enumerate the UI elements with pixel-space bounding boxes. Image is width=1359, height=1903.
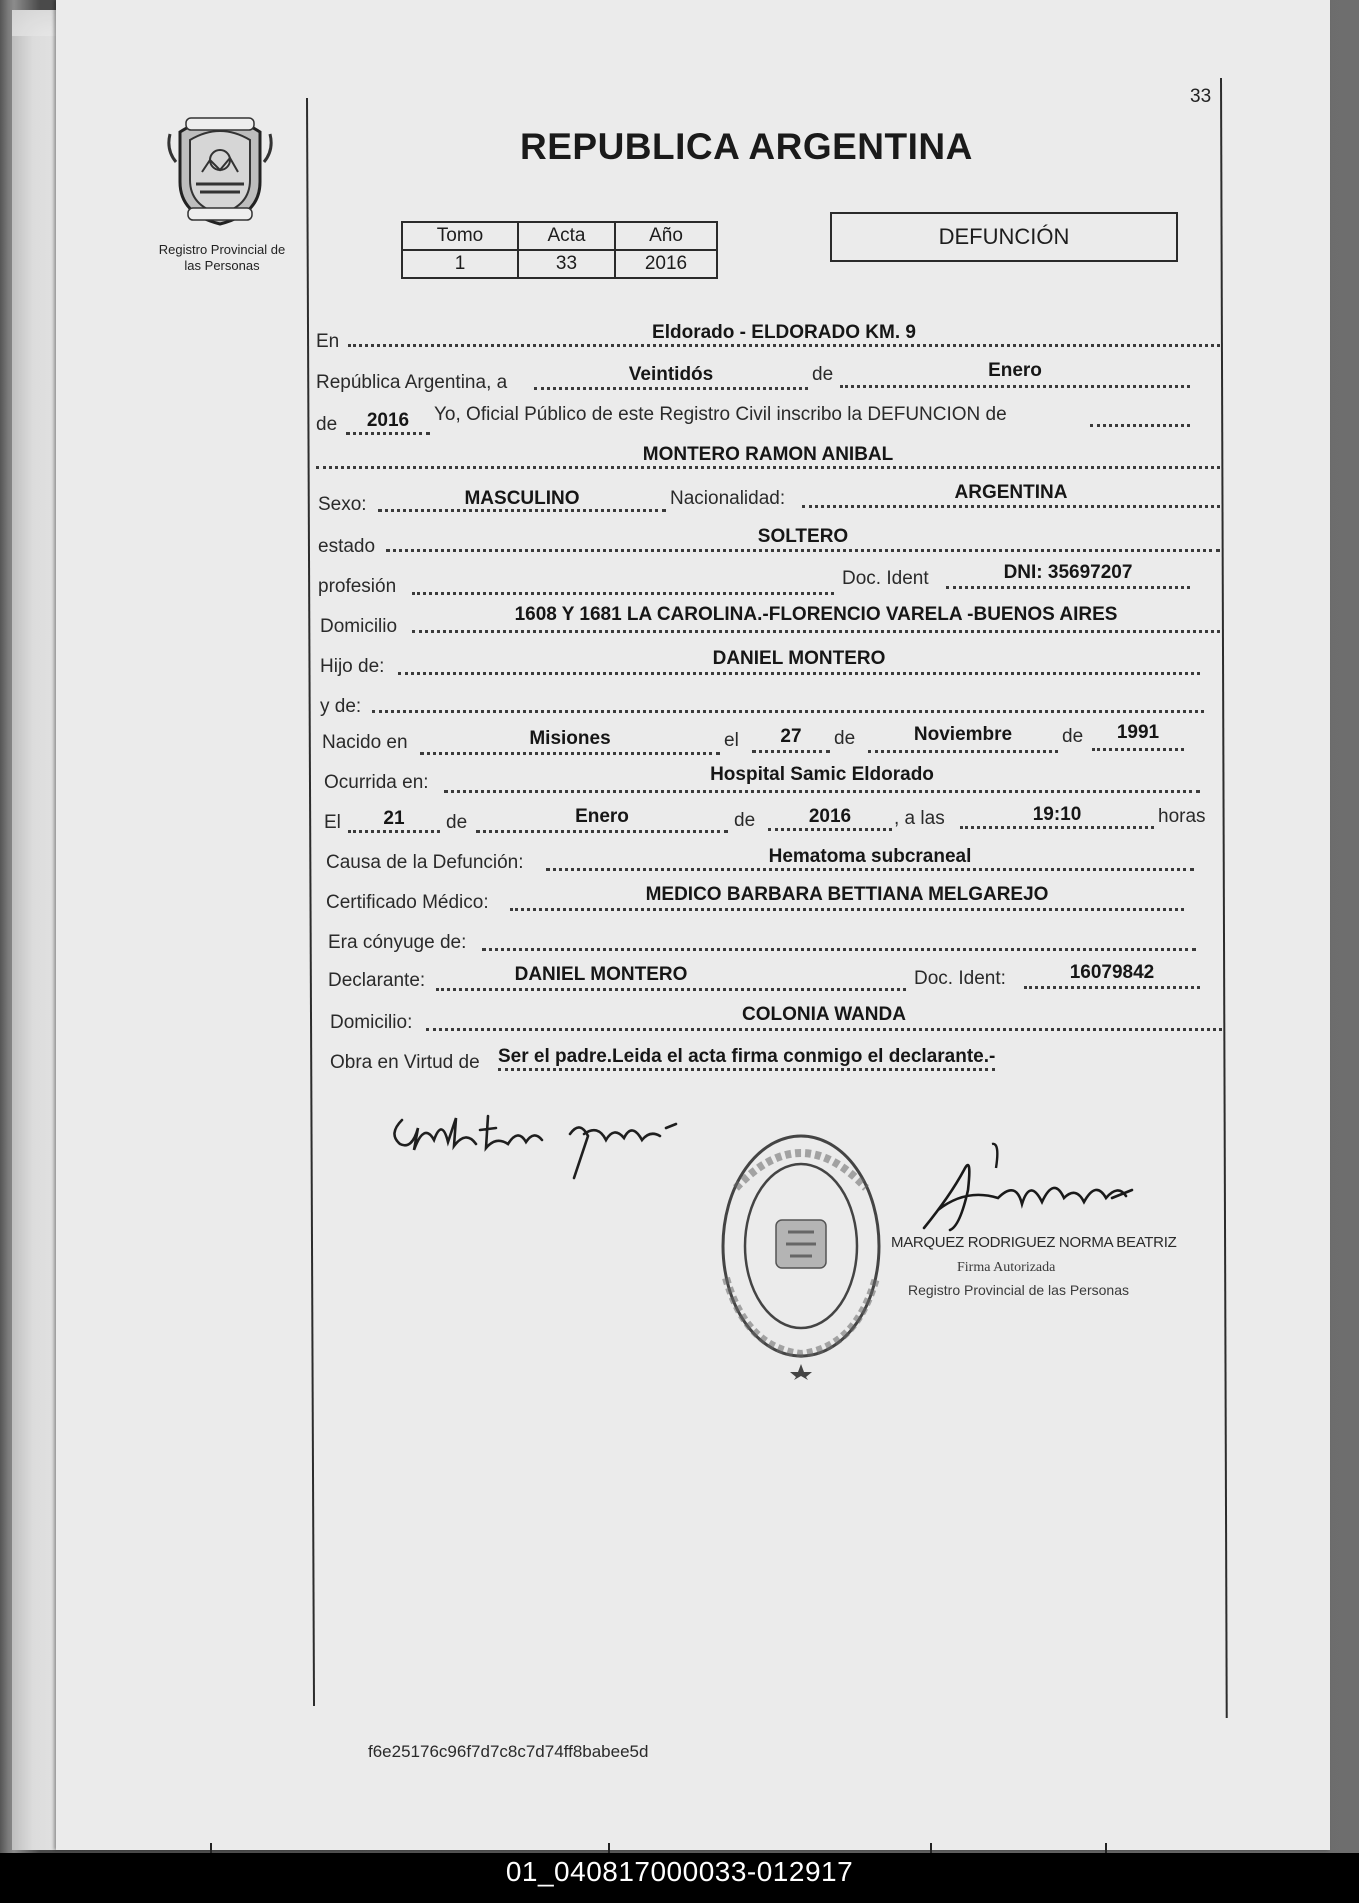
dotted-line (768, 828, 892, 831)
official-org: Registro Provincial de las Personas (908, 1282, 1129, 1298)
value-death-month: Enero (575, 806, 629, 827)
dotted-line (372, 710, 1204, 713)
label-nacido-en: Nacido en (322, 732, 408, 753)
value-anio: 2016 (615, 250, 717, 278)
label-el-cap: El (324, 812, 341, 833)
dotted-line (412, 592, 834, 595)
dotted-line (348, 830, 440, 833)
value-doc-ident: DNI: 35697207 (1003, 562, 1133, 583)
dotted-line (420, 752, 720, 755)
label-profesion: profesión (318, 576, 397, 597)
value-nationality: ARGENTINA (954, 482, 1068, 503)
label-de3: de (1062, 726, 1084, 747)
edge-tick (608, 1843, 610, 1853)
dotted-line (1092, 748, 1184, 751)
value-by-virtue-of: Ser el padre.Leida el acta firma conmigo el declarante.- (498, 1046, 995, 1071)
value-cause: Hematoma subcraneal (768, 846, 972, 867)
provincial-shield-icon (166, 110, 274, 228)
header-acta: Acta (518, 222, 615, 250)
label-de-year: de (316, 414, 338, 435)
value-death-day: 21 (383, 808, 405, 829)
dotted-line (316, 466, 1220, 469)
edge-tick (930, 1843, 932, 1853)
dotted-line (412, 630, 1220, 633)
label-de2: de (834, 728, 856, 749)
dotted-line (346, 432, 430, 435)
value-declarant: DANIEL MONTERO (514, 964, 688, 985)
registry-caption (142, 242, 302, 274)
value-acta: 33 (518, 250, 615, 278)
label-de4: de (446, 812, 468, 833)
dotted-line (802, 505, 1220, 508)
label-ocurrida-en: Ocurrida en: (324, 772, 429, 793)
dotted-line (1024, 986, 1200, 989)
dotted-line (960, 826, 1154, 829)
dotted-line (534, 387, 808, 390)
value-place: Eldorado - ELDORADO KM. 9 (652, 322, 916, 343)
dotted-line (510, 908, 1184, 911)
value-sex: MASCULINO (464, 488, 580, 509)
edge-tick (1105, 1843, 1107, 1853)
value-occurred-at: Hospital Samic Eldorado (710, 764, 934, 785)
document-hash: f6e25176c96f7d7c8c7d74ff8babee5d (368, 1742, 649, 1761)
dotted-line (868, 750, 1058, 753)
label-yo-oficial: Yo, Oficial Público de este Registro Civil inscribo la DEFUNCION de (434, 404, 1007, 425)
dotted-line (476, 830, 728, 833)
label-y-de: y de: (320, 696, 362, 717)
official-signature (906, 1140, 1156, 1240)
label-doc-ident: Doc. Ident (842, 568, 929, 589)
label-sexo: Sexo: (318, 494, 367, 515)
value-deceased-name: MONTERO RAMON ANIBAL (642, 444, 894, 465)
registry-caption-line1: Registro Provincial de (158, 242, 286, 257)
registry-seal-icon (706, 1128, 896, 1380)
value-declarant-doc: 16079842 (1069, 962, 1155, 983)
value-death-time: 19:10 (1032, 804, 1082, 825)
dotted-line (1090, 424, 1190, 427)
label-conyuge: Era cónyuge de: (328, 932, 467, 953)
header-anio: Año (615, 222, 717, 250)
value-year: 2016 (366, 410, 410, 431)
dotted-line (386, 549, 1220, 552)
label-doc-ident2: Doc. Ident: (914, 968, 1006, 989)
edge-tick (210, 1843, 212, 1853)
label-de: de (812, 364, 834, 385)
value-death-year: 2016 (808, 806, 852, 827)
label-domicilio: Domicilio (320, 616, 398, 637)
country-title: REPUBLICA ARGENTINA (520, 126, 973, 167)
reference-table (401, 221, 718, 279)
value-month: Enero (988, 360, 1042, 381)
label-obra: Obra en Virtud de (330, 1052, 480, 1073)
dotted-line (752, 750, 830, 753)
declarant-signature (384, 1100, 744, 1190)
dotted-line (444, 790, 1200, 793)
footer-id: 01_040817000033-012917 (505, 1856, 854, 1887)
dotted-line (436, 988, 906, 991)
label-estado: estado (318, 536, 376, 557)
value-birth-place: Misiones (529, 728, 611, 749)
value-birth-year: 1991 (1116, 722, 1160, 743)
value-declarant-address: COLONIA WANDA (742, 1004, 906, 1025)
value-address: 1608 Y 1681 LA CAROLINA.-FLORENCIO VARELA -BUENOS AIRES (514, 604, 1118, 625)
label-causa: Causa de la Defunción: (326, 852, 524, 873)
dotted-line (348, 344, 1220, 347)
label-certificado: Certificado Médico: (326, 892, 489, 913)
label-a-las: , a las (894, 808, 945, 829)
label-horas: horas (1158, 806, 1206, 827)
reference-value-row (402, 250, 717, 278)
dotted-line (840, 385, 1190, 388)
value-marital-status: SOLTERO (757, 526, 849, 547)
label-de5: de (734, 810, 756, 831)
label-republica: República Argentina, a (316, 372, 508, 393)
dotted-line (426, 1028, 1222, 1031)
dotted-line (482, 948, 1196, 951)
reference-header-row (402, 222, 717, 250)
value-day-words: Veintidós (628, 364, 714, 385)
dotted-line (946, 586, 1190, 589)
record-type-box: DEFUNCIÓN (830, 212, 1178, 262)
value-birth-day: 27 (780, 726, 802, 747)
page-number: 33 (1190, 86, 1212, 107)
registry-caption-line2: las Personas (184, 258, 260, 273)
label-declarante: Declarante: (328, 970, 426, 991)
value-birth-month: Noviembre (913, 724, 1013, 745)
label-en: En (316, 331, 340, 352)
label-hijo-de: Hijo de: (320, 656, 385, 677)
dotted-line (546, 868, 1194, 871)
value-father: DANIEL MONTERO (712, 648, 886, 669)
header-tomo: Tomo (402, 222, 518, 250)
value-medical-certificate: MEDICO BARBARA BETTIANA MELGAREJO (645, 884, 1049, 905)
label-nacionalidad: Nacionalidad: (670, 488, 786, 509)
official-role: Firma Autorizada (957, 1260, 1056, 1275)
label-el: el (724, 730, 739, 751)
label-domicilio2: Domicilio: (330, 1012, 413, 1033)
dotted-line (398, 672, 1200, 675)
official-name: MARQUEZ RODRIGUEZ NORMA BEATRIZ (891, 1234, 1177, 1251)
value-tomo: 1 (402, 250, 518, 278)
